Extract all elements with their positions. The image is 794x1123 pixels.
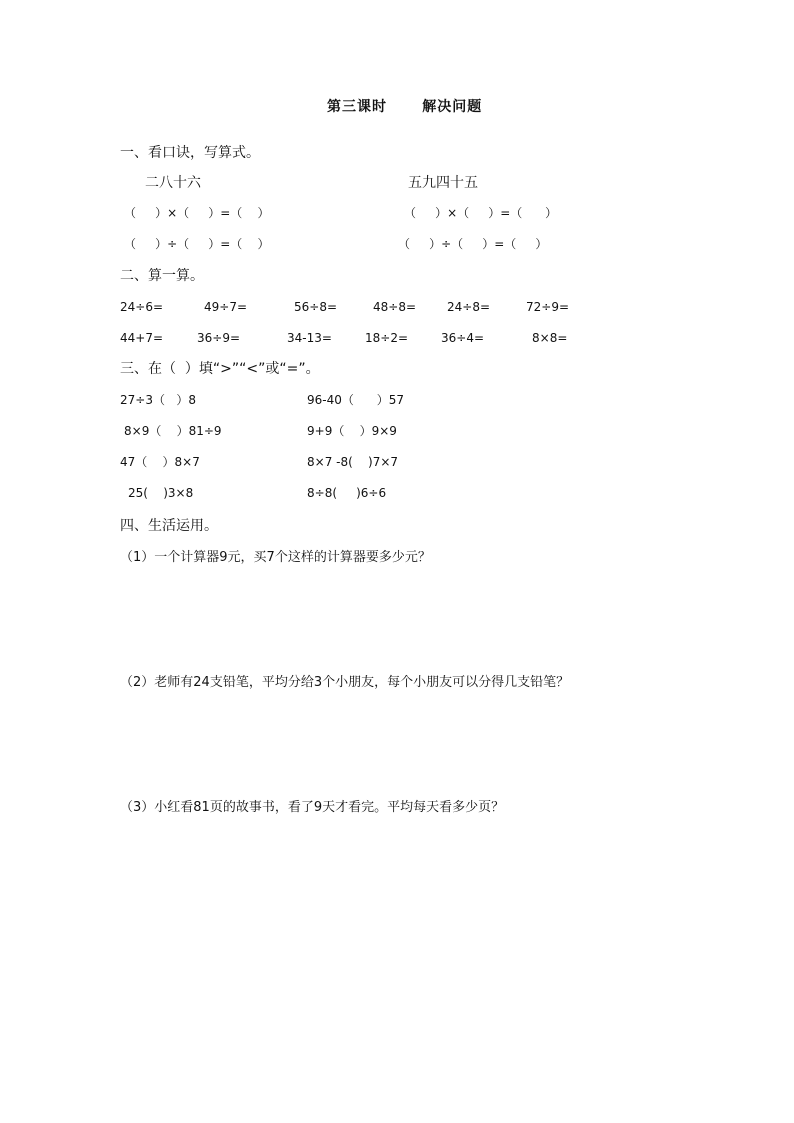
rhyme-right: 五九四十五 (408, 175, 478, 191)
word-problem-3: （3）小红看81页的故事书，看了9天才看完。平均每天看多少页？ (120, 800, 505, 815)
calc-item-2-1: 44+7= (120, 331, 164, 345)
section2-heading: 二、算一算。 (120, 268, 204, 284)
compare-item-3-left: 47（ ）8×7 (120, 455, 200, 469)
compare-item-3-right: 8×7 -8( )7×7 (307, 455, 399, 469)
section1-heading: 一、看口诀，写算式。 (120, 145, 260, 161)
compare-item-1-right: 96-40（ ）57 (307, 393, 405, 407)
compare-item-2-right: 9+9（ ）9×9 (307, 424, 397, 438)
calc-item-1-2: 49÷7= (204, 300, 248, 314)
compare-item-1-left: 27÷3（ ）8 (120, 393, 197, 407)
calc-item-1-3: 56÷8= (294, 300, 338, 314)
calc-item-1-5: 24÷8= (447, 300, 491, 314)
calc-item-2-4: 18÷2= (365, 331, 409, 345)
formula-left-row2: （ ）÷（ ）=（ ） (124, 237, 270, 251)
rhyme-left: 二八十六 (145, 175, 201, 191)
compare-item-4-right: 8÷8( )6÷6 (307, 486, 387, 500)
formula-right-row1: （ ）×（ ）=（ ） (404, 206, 558, 220)
word-problem-1: （1）一个计算器9元，买7个这样的计算器要多少元？ (120, 550, 431, 565)
calc-item-1-6: 72÷9= (526, 300, 570, 314)
formula-left-row1: （ ）×（ ）=（ ） (124, 206, 270, 220)
word-problem-2: （2）老师有24支铅笔，平均分给3个小朋友，每个小朋友可以分得几支铅笔？ (120, 675, 570, 690)
formula-right-row2: （ ）÷（ ）=（ ） (398, 237, 548, 251)
section4-heading: 四、生活运用。 (120, 518, 218, 534)
calc-item-2-6: 8×8= (532, 331, 568, 345)
page-title: 第三课时 解决问题 (327, 99, 483, 115)
calc-item-2-3: 34-13= (287, 331, 332, 345)
compare-item-2-left: 8×9（ ）81÷9 (124, 424, 222, 438)
compare-item-4-left: 25( )3×8 (128, 486, 194, 500)
section3-heading: 三、在（ ）填“>”“<”或“=”。 (120, 361, 320, 377)
calc-item-1-1: 24÷6= (120, 300, 164, 314)
calc-item-1-4: 48÷8= (373, 300, 417, 314)
calc-item-2-2: 36÷9= (197, 331, 241, 345)
calc-item-2-5: 36÷4= (441, 331, 485, 345)
